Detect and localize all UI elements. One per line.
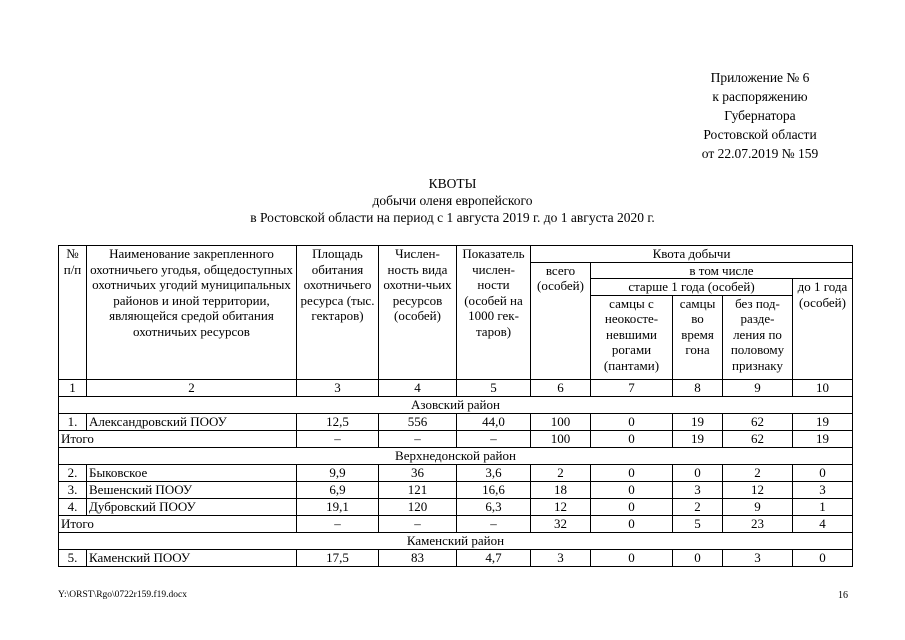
col-num: 3 [297, 379, 379, 396]
total-c7: 0 [591, 430, 673, 447]
region-row [59, 532, 853, 549]
row-c10: 1 [793, 498, 853, 515]
row-name: Дубровский ПООУ [87, 498, 297, 515]
header-num: № п/п [59, 246, 87, 380]
row-total: 12 [531, 498, 591, 515]
row-pop: 120 [379, 498, 457, 515]
total-pop: – [379, 430, 457, 447]
total-total: 32 [531, 515, 591, 532]
header-total: всего (особей) [531, 262, 591, 379]
header-males-rut: самцы во время гона [673, 295, 723, 379]
row-c7: 0 [591, 481, 673, 498]
header-older: старше 1 года (особей) [591, 279, 793, 296]
total-c9: 62 [723, 430, 793, 447]
total-row [59, 430, 853, 447]
col-num: 8 [673, 379, 723, 396]
total-pop: – [379, 515, 457, 532]
row-c9: 3 [723, 549, 793, 566]
row-area: 9,9 [297, 464, 379, 481]
row-name: Каменский ПООУ [87, 549, 297, 566]
row-name: Александровский ПООУ [87, 413, 297, 430]
row-c10: 3 [793, 481, 853, 498]
table-row [59, 549, 853, 566]
col-num: 6 [531, 379, 591, 396]
row-num: 1. [59, 413, 87, 430]
col-num: 7 [591, 379, 673, 396]
row-c10: 19 [793, 413, 853, 430]
col-num: 2 [87, 379, 297, 396]
total-density: – [457, 430, 531, 447]
title-line-3: в Ростовской области на период с 1 августа 2019 г. до 1 августа 2020 г. [250, 210, 655, 225]
row-name: Быковское [87, 464, 297, 481]
table-row [59, 481, 853, 498]
row-area: 12,5 [297, 413, 379, 430]
row-area: 17,5 [297, 549, 379, 566]
row-c7: 0 [591, 498, 673, 515]
appendix-line: Приложение № 6 [710, 70, 810, 85]
col-num: 10 [793, 379, 853, 396]
appendix-line: к распоряжению [712, 89, 808, 104]
row-c9: 9 [723, 498, 793, 515]
header-population: Числен-ность вида охотни-чьих ресурсов (особей) [379, 246, 457, 380]
row-c7: 0 [591, 549, 673, 566]
row-area: 19,1 [297, 498, 379, 515]
total-c7: 0 [591, 515, 673, 532]
row-num: 4. [59, 498, 87, 515]
row-num: 3. [59, 481, 87, 498]
total-c10: 19 [793, 430, 853, 447]
document-title [0, 175, 905, 226]
row-density: 16,6 [457, 481, 531, 498]
col-num: 4 [379, 379, 457, 396]
col-num: 5 [457, 379, 531, 396]
row-c8: 0 [673, 549, 723, 566]
row-name: Вешенский ПООУ [87, 481, 297, 498]
total-row [59, 515, 853, 532]
row-total: 18 [531, 481, 591, 498]
row-c8: 3 [673, 481, 723, 498]
col-num: 1 [59, 379, 87, 396]
header-no-sex: без под-разде-ления по половому признаку [723, 295, 793, 379]
table-row [59, 498, 853, 515]
table-row [59, 464, 853, 481]
appendix-line: Губернатора [724, 108, 796, 123]
appendix-line: от 22.07.2019 № 159 [701, 146, 819, 161]
total-total: 100 [531, 430, 591, 447]
region-name: Азовский район [59, 396, 853, 413]
row-total: 2 [531, 464, 591, 481]
row-c7: 0 [591, 413, 673, 430]
row-num: 5. [59, 549, 87, 566]
header-under-one: до 1 года (особей) [793, 279, 853, 380]
row-density: 44,0 [457, 413, 531, 430]
appendix-line: Ростовской области [703, 127, 817, 142]
header-name: Наименование закрепленного охотничьего угодья, общедоступных охотничьих угодий муниципальных районов и иной территории, являющейся средой обитания охотничьих ресурсов [87, 246, 297, 380]
row-pop: 36 [379, 464, 457, 481]
file-path: Y:\ORST\Rgo\0722r159.f19.docx [58, 590, 187, 600]
col-num: 9 [723, 379, 793, 396]
row-c10: 0 [793, 464, 853, 481]
row-density: 3,6 [457, 464, 531, 481]
page-number: 16 [838, 590, 848, 601]
region-row [59, 396, 853, 413]
quota-table [58, 245, 853, 567]
total-c9: 23 [723, 515, 793, 532]
total-density: – [457, 515, 531, 532]
row-c10: 0 [793, 549, 853, 566]
row-density: 6,3 [457, 498, 531, 515]
row-num: 2. [59, 464, 87, 481]
table-row [59, 413, 853, 430]
row-c9: 12 [723, 481, 793, 498]
region-name: Каменский район [59, 532, 853, 549]
row-c9: 62 [723, 413, 793, 430]
row-pop: 556 [379, 413, 457, 430]
total-label: Итого [59, 430, 297, 447]
row-pop: 83 [379, 549, 457, 566]
row-total: 100 [531, 413, 591, 430]
region-name: Верхнедонской район [59, 447, 853, 464]
title-line-1: КВОТЫ [428, 176, 477, 191]
total-area: – [297, 430, 379, 447]
header-density: Показатель числен-ности (особей на 1000 гек-таров) [457, 246, 531, 380]
header-incl: в том числе [591, 262, 853, 279]
title-line-2: добычи оленя европейского [372, 193, 533, 208]
row-c9: 2 [723, 464, 793, 481]
total-label: Итого [59, 515, 297, 532]
appendix-block [660, 68, 860, 163]
header-area: Площадь обитания охотничьего ресурса (тыс. гектаров) [297, 246, 379, 380]
row-c8: 0 [673, 464, 723, 481]
row-density: 4,7 [457, 549, 531, 566]
header-males-antlers: самцы с неокосте-невшими рогами (пантами) [591, 295, 673, 379]
total-c8: 5 [673, 515, 723, 532]
row-pop: 121 [379, 481, 457, 498]
row-area: 6,9 [297, 481, 379, 498]
total-area: – [297, 515, 379, 532]
header-quota: Квота добычи [531, 246, 853, 263]
total-c8: 19 [673, 430, 723, 447]
row-c8: 19 [673, 413, 723, 430]
row-total: 3 [531, 549, 591, 566]
region-row [59, 447, 853, 464]
row-c7: 0 [591, 464, 673, 481]
total-c10: 4 [793, 515, 853, 532]
column-number-row [59, 379, 853, 396]
row-c8: 2 [673, 498, 723, 515]
